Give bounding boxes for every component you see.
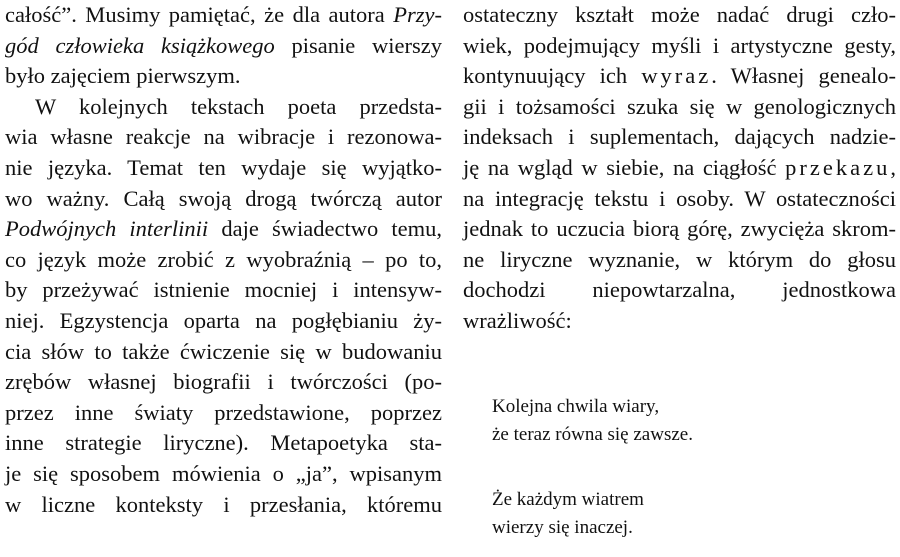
text-line <box>463 122 896 153</box>
text-segment: by przeżywać istnienie mocniej i intensyw- <box>5 277 442 303</box>
italic-title-text: gód człowieka książkowego <box>5 32 275 58</box>
text-line <box>463 0 896 31</box>
left-column <box>5 0 442 520</box>
text-line <box>463 275 896 306</box>
text-line <box>5 214 442 245</box>
text-line <box>463 184 896 215</box>
text-line <box>5 245 442 276</box>
text-segment: gii i tożsamości szuka się w genologicznych <box>463 93 896 119</box>
text-segment: wo ważny. Całą swoją drogą twórczą autor <box>5 185 442 211</box>
text-segment: dochodzi niepowtarzalna, jednostkowa <box>463 277 896 303</box>
text-line <box>463 306 896 337</box>
text-line <box>5 153 442 184</box>
text-line <box>5 275 442 306</box>
text-line <box>5 459 442 490</box>
text-segment: niej. Egzystencja oparta na pogłębianiu ży- <box>5 307 442 333</box>
poem-quote <box>492 393 892 542</box>
text-segment: , <box>890 154 896 180</box>
stanza-gap <box>492 449 892 486</box>
text-line <box>463 61 896 92</box>
text-line <box>463 92 896 123</box>
text-line <box>5 490 442 521</box>
text-segment: nie języka. Temat ten wydaje się wyjątko- <box>5 154 442 180</box>
text-segment: . Własnej genealo- <box>711 63 897 89</box>
spaced-emphasis-text: wyraz <box>641 63 712 89</box>
text-segment: było zajęciem pierwszym. <box>5 63 241 89</box>
text-segment: wiek, podejmujący myśli i artystyczne gesty, <box>463 32 896 58</box>
text-segment: w liczne konteksty i przesłania, któremu <box>5 491 442 517</box>
text-segment: je się sposobem mówienia o „ja”, wpisanym <box>5 460 442 486</box>
text-segment: kontynuujący ich <box>463 63 642 89</box>
text-segment: ne liryczne wyznanie, w którym do głosu <box>463 246 896 272</box>
text-line <box>463 31 896 62</box>
text-segment: co język może zrobić z wyobraźnią – po to, <box>5 246 442 272</box>
text-segment: inne strategie liryczne). Metapoetyka sta- <box>5 430 442 456</box>
text-segment: jednak to uczucia biorą górę, zwycięża skrom- <box>463 216 896 242</box>
text-line <box>5 398 442 429</box>
text-segment: W kolejnych tekstach poeta przedsta- <box>35 93 442 119</box>
text-line <box>5 306 442 337</box>
spaced-emphasis-text: przekazu <box>785 154 891 180</box>
text-line <box>5 0 442 31</box>
text-line <box>463 214 896 245</box>
text-line <box>5 61 442 92</box>
italic-title-text: Przy- <box>393 2 442 27</box>
text-segment: daje świadectwo temu, <box>208 216 442 242</box>
text-segment: przez inne światy przedstawione, poprzez <box>5 399 442 425</box>
text-line <box>463 153 896 184</box>
text-line <box>5 428 442 459</box>
poem-line: że teraz równa się zawsze. <box>492 424 693 445</box>
text-line <box>5 92 442 123</box>
text-segment: indeksach i suplementach, dających nadzie- <box>463 124 896 150</box>
poem-line: wierzy się inaczej. <box>492 517 633 538</box>
text-segment: ję na wgląd w siebie, na ciągłość <box>463 154 786 180</box>
text-segment: wia własne reakcje na wibracje i rezonowa- <box>5 124 442 150</box>
text-segment: całość”. Musimy pamiętać, że dla autora <box>5 2 394 27</box>
text-line <box>5 184 442 215</box>
text-line <box>5 31 442 62</box>
poem-line: Kolejna chwila wiary, <box>492 396 660 417</box>
text-line <box>5 122 442 153</box>
text-segment: pisanie wierszy <box>274 32 442 58</box>
text-segment: wrażliwość: <box>463 307 572 333</box>
text-line <box>5 367 442 398</box>
poem-line: Że każdym wiatrem <box>492 489 644 510</box>
text-segment: na integrację tekstu i osoby. W ostateczności <box>463 185 896 211</box>
text-segment: zrębów własnej biografii i twórczości (po- <box>5 369 442 395</box>
right-column <box>463 0 896 337</box>
text-line <box>463 245 896 276</box>
text-segment: cia słów to także ćwiczenie się w budowaniu <box>5 338 442 364</box>
text-line <box>5 337 442 368</box>
text-segment: ostateczny kształt może nadać drugi czło- <box>463 2 896 27</box>
italic-title-text: Podwójnych interlinii <box>5 216 209 242</box>
